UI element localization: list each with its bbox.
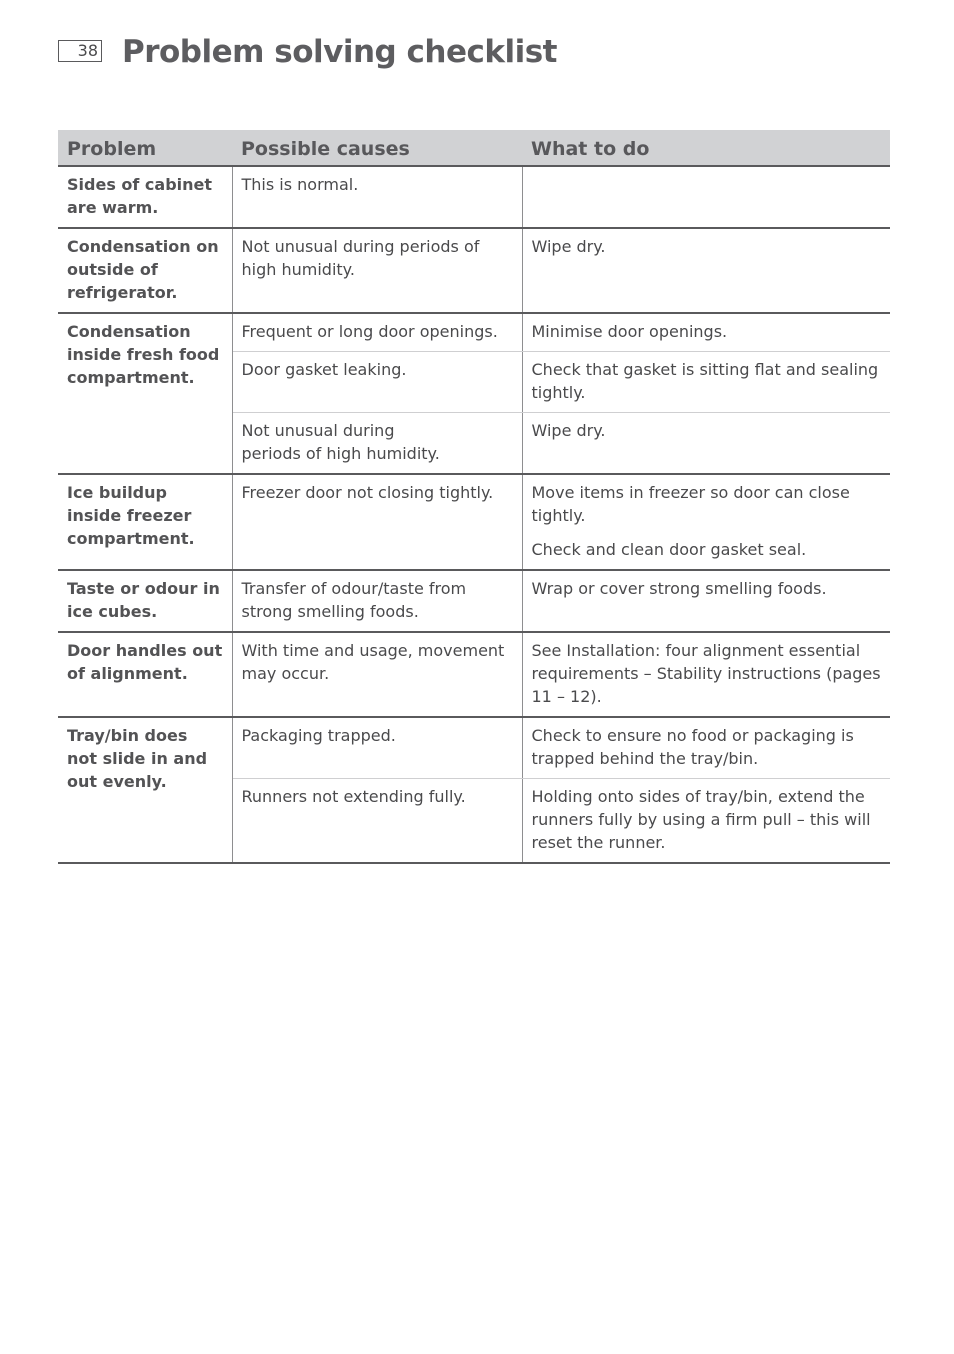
cause-cell	[232, 228, 522, 313]
cause-cell	[232, 413, 522, 475]
table-row	[58, 228, 890, 313]
action-cell	[522, 474, 890, 570]
action-text: Wrap or cover strong smelling foods.	[531, 579, 827, 598]
cause-text: Transfer of odour/taste from strong smelling foods.	[241, 579, 467, 621]
action-cell	[522, 166, 890, 228]
cause-text: Runners not extending fully.	[241, 787, 466, 806]
cause-text: Not unusual during periods of high humidity.	[241, 237, 480, 279]
action-cell	[522, 717, 890, 779]
problem-cell: Condensation on outside of refrigerator.	[58, 228, 232, 313]
cause-cell	[232, 474, 522, 570]
action-text: Check that gasket is sitting flat and sealing tightly.	[531, 360, 879, 402]
header-possible-causes: Possible causes	[232, 130, 522, 166]
table-row	[58, 166, 890, 228]
cause-text: Frequent or long door openings.	[241, 322, 498, 341]
problem-cell: Taste or odour in ice cubes.	[58, 570, 232, 632]
cause-cell	[232, 352, 522, 413]
action-text: Wipe dry.	[531, 237, 606, 256]
problem-cell: Tray/bin does not slide in and out evenly.	[58, 717, 232, 863]
cause-cell	[232, 632, 522, 717]
problem-cell: Sides of cabinet are warm.	[58, 166, 232, 228]
cause-cell	[232, 313, 522, 352]
cause-cell	[232, 166, 522, 228]
cause-cell	[232, 717, 522, 779]
action-text: See Installation: four alignment essential requirements – Stability instructions (pages 11 – 12).	[531, 641, 881, 706]
cause-text: Not unusual during periods of high humidity.	[241, 421, 440, 463]
checklist-table	[58, 130, 890, 864]
page-title: Problem solving checklist	[122, 34, 557, 70]
action-text: Holding onto sides of tray/bin, extend the runners fully by using a firm pull – this will reset the runner.	[531, 787, 871, 852]
table-body	[58, 166, 890, 863]
table-row	[58, 570, 890, 632]
table-header-row	[58, 130, 890, 166]
action-cell	[522, 313, 890, 352]
action-text: Check and clean door gasket seal.	[531, 540, 807, 559]
cause-cell	[232, 570, 522, 632]
action-cell	[522, 779, 890, 864]
cause-text: This is normal.	[241, 175, 359, 194]
table-row	[58, 474, 890, 570]
page-number: 38	[58, 40, 102, 62]
cause-text: Freezer door not closing tightly.	[241, 483, 494, 502]
table-row	[58, 313, 890, 352]
action-cell	[522, 352, 890, 413]
action-cell	[522, 570, 890, 632]
cause-text: With time and usage, movement may occur.	[241, 641, 505, 683]
problem-cell: Door handles out of alignment.	[58, 632, 232, 717]
cause-text: Packaging trapped.	[241, 726, 396, 745]
header-problem: Problem	[58, 130, 232, 166]
cause-text: Door gasket leaking.	[241, 360, 407, 379]
problem-cell: Condensation inside fresh food compartment.	[58, 313, 232, 474]
action-text: Minimise door openings.	[531, 322, 728, 341]
action-text: Move items in freezer so door can close tightly.	[531, 483, 850, 525]
action-cell	[522, 632, 890, 717]
action-cell	[522, 228, 890, 313]
header-what-to-do: What to do	[522, 130, 890, 166]
cause-cell	[232, 779, 522, 864]
table-row	[58, 717, 890, 779]
problem-cell: Ice buildup inside freezer compartment.	[58, 474, 232, 570]
action-text: Wipe dry.	[531, 421, 606, 440]
action-cell	[522, 413, 890, 475]
action-text: Check to ensure no food or packaging is trapped behind the tray/bin.	[531, 726, 854, 768]
table-row	[58, 632, 890, 717]
